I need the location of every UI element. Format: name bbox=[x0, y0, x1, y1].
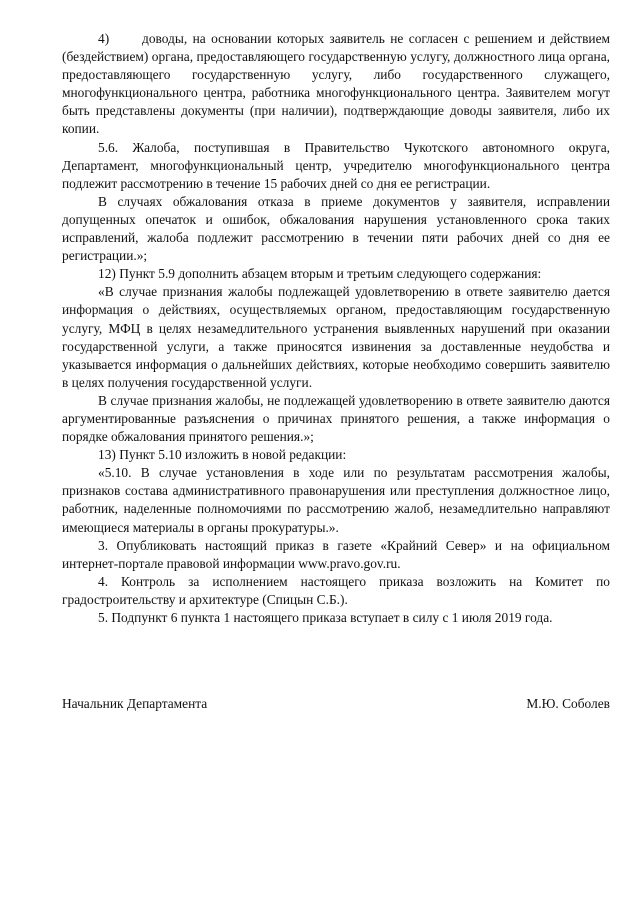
paragraph-item-4 bbox=[62, 30, 610, 139]
paragraph-refusal-appeal: В случаях обжалования отказа в приеме документов у заявителя, исправлении допущенных опечаток и ошибок, обжалования нарушения установленного срока таких исправлений, жалоба подлежит рассмотрению в течении пяти рабочих дней со дня ее регистрации.»; bbox=[62, 193, 610, 264]
paragraph-text: доводы, на основании которых заявитель не согласен с решением и действием (бездействием) органа, предоставляющего государственную услугу, должностного лица органа, предоставляющего государственную услугу, либо государственного служащего, многофункционального центра, работника многофункционального центра. Заявителем могут быть представлены документы (при наличии), подтверждающие доводы заявителя, либо их копии. bbox=[62, 31, 610, 137]
paragraph-publish: 3. Опубликовать настоящий приказ в газете «Крайний Север» и на официальном интернет-портале правовой информации www.pravo.gov.ru. bbox=[62, 537, 610, 571]
paragraph-item-12: 12) Пункт 5.9 дополнить абзацем вторым и третьим следующего содержания: bbox=[98, 266, 542, 282]
signature-block bbox=[62, 695, 610, 713]
signatory-name: М.Ю. Соболев bbox=[526, 696, 610, 711]
list-number: 4) bbox=[98, 31, 110, 46]
signatory-position: Начальник Департамента bbox=[62, 696, 208, 711]
paragraph-complaint-satisfied: «В случае признания жалобы подлежащей удовлетворению в ответе заявителю дается информация о действиях, осуществляемых органом, предоставляющим государственную услугу, МФЦ в целях незамедлительного устранения выявленных нарушений при оказании государственной услуги, а также приносятся извинения за доставленные неудобства и указывается информация о дальнейших действиях, которые необходимо совершить заявителю в целях получения государственной услуги. bbox=[62, 284, 610, 390]
paragraph-5-10: «5.10. В случае установления в ходе или по результатам рассмотрения жалобы, признаков состава административного правонарушения или преступления должностное лицо, работник, наделенные полномочиями по рассмотрению жалоб, незамедлительно направляют имеющиеся материалы в органы прокуратуры.». bbox=[62, 465, 610, 535]
paragraph-item-13: 13) Пункт 5.10 изложить в новой редакции: bbox=[98, 447, 347, 463]
paragraph-effective-date: 5. Подпункт 6 пункта 1 настоящего приказа вступает в силу с 1 июля 2019 года. bbox=[98, 610, 553, 625]
paragraph-control: 4. Контроль за исполнением настоящего приказа возложить на Комитет по градостроительству и архитектуре (Спицын С.Б.). bbox=[62, 573, 610, 607]
paragraph-5-6: 5.6. Жалоба, поступившая в Правительство Чукотского автономного округа, Департамент, многофункциональный центр, учредителю многофункционального центра подлежит рассмотрению в течение 15 рабочих дней со дня ее регистрации. bbox=[62, 139, 610, 191]
document-body bbox=[62, 30, 610, 627]
paragraph-complaint-rejected: В случае признания жалобы, не подлежащей удовлетворению в ответе заявителю даются аргументированные разъяснения о причинах принятого решения, а также информация о порядке обжалования принятого решения.»; bbox=[62, 392, 610, 445]
